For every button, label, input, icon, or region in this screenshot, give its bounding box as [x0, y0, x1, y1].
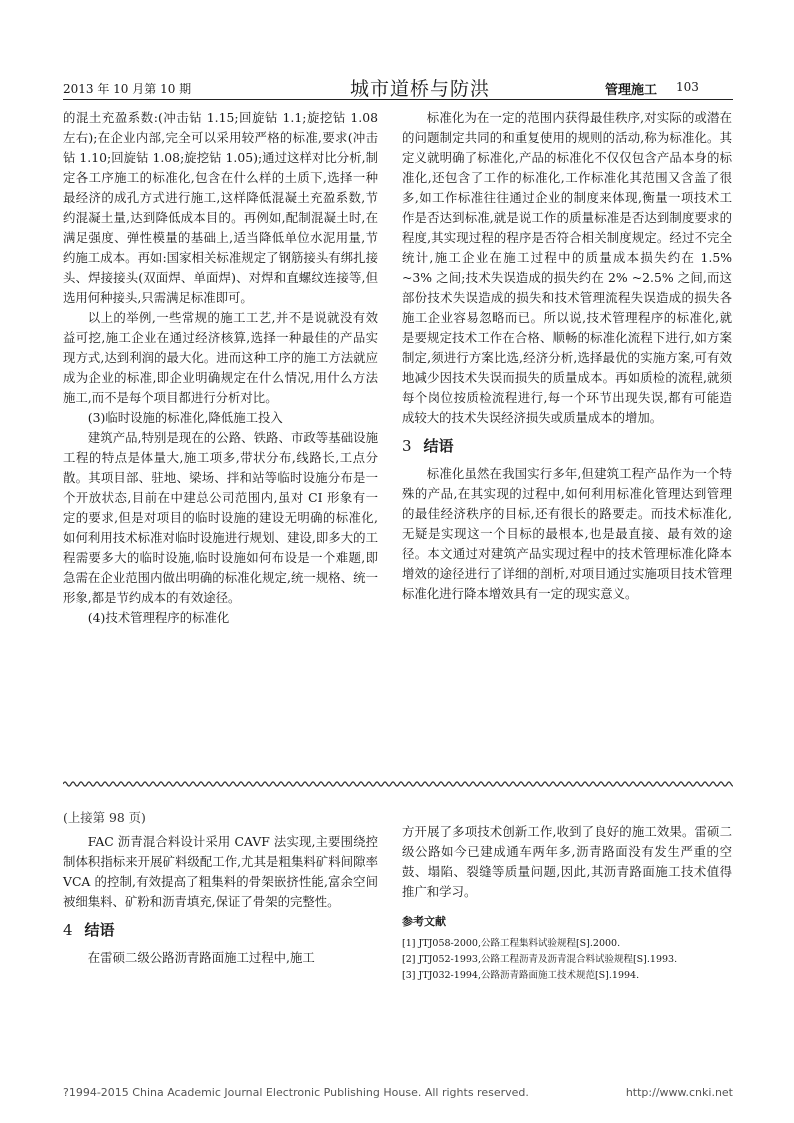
paragraph: 的混土充盈系数:(冲击钻 1.15;回旋钻 1.1;旋挖钻 1.08 左右);在企业内部,完全可以采用较严格的标准,要求(冲击钻 1.10;回旋钻 1.08;旋挖钻 1.05);通过这样对比分析,制定各工序施工的标准化,包含在什么样的土质下,选择一种最经济的成孔方式进行施工,这样降低混凝土充盈系数,节约混凝土量,达到降低成本目的。再例如,配制混凝土时,在满足强度、弹性模量的基础上,适当降低单位水泥用量,节约施工成本。再如:国家相关标准规定了钢筋接头有绑扎接头、焊接接头(双面焊、单面焊)、对焊和直螺纹连接等,但选用何种接头,只需满足标准即可。 [63, 110, 378, 305]
section-title: 结语 [84, 921, 115, 939]
subheading: (3)临时设施的标准化,降低施工投入 [87, 410, 283, 425]
cnki-link[interactable]: http://www.cnki.net [625, 1086, 733, 1099]
continued-label: (上接第 98 页) [63, 810, 146, 825]
right-column [402, 108, 732, 604]
paragraph: 以上的举例,一些常规的施工工艺,并不是说就没有效益可挖,施工企业在通过经济核算,选择一种最佳的产品实现方式,达到利润的最大化。进而这种工序的施工方法就应成为企业的标准,即企业明确规定在什么情况,用什么方法施工,而不是每个项目都进行分析对比。 [63, 310, 378, 405]
copyright-footer [63, 1086, 733, 1099]
section-name: 管理施工 [605, 83, 658, 98]
section-heading [402, 436, 732, 456]
continued-left-column [63, 808, 378, 968]
references-title: 参考文献 [402, 915, 446, 928]
section-number: 3 [402, 437, 412, 455]
section-number: 4 [63, 921, 73, 939]
continued-right-column [402, 822, 732, 984]
issue-date: 2013 年 10 月第 10 期 [63, 82, 192, 96]
journal-title: 城市道桥与防洪 [350, 78, 491, 100]
left-column [63, 108, 378, 628]
section-title: 结语 [423, 437, 454, 455]
paragraph: 方开展了多项技术创新工作,收到了良好的施工效果。雷硕二级公路如今已建成通车两年多,沥青路面没有发生严重的空鼓、塌陷、裂缝等质量问题,因此,其沥青路面施工技术值得推广和学习。 [402, 824, 732, 899]
reference-item: [1] JTJ058-2000,公路工程集料试验规程[S].2000. [402, 938, 621, 949]
paragraph: 标准化虽然在我国实行多年,但建筑工程产品作为一个特殊的产品,在其实现的过程中,如何利用标准化管理达到管理的最佳经济秩序的目标,还有很长的路要走。而技术标准化,无疑是实现这一个目标的最根本,也是最直接、最有效的途径。本文通过对建筑产品实现过程中的技术管理标准化降本增效的途径进行了详细的剖析,对项目通过实施项目技术管理标准化进行降本增效具有一定的现实意义。 [402, 466, 732, 601]
paragraph: FAC 沥青混合料设计采用 CAVF 法实现,主要围绕控制体积指标来开展矿料级配工作,尤其是粗集料矿料间隙率 VCA 的控制,有效提高了粗集料的骨架嵌挤性能,富余空间被细集料、矿粉和沥青填充,保证了骨架的完整性。 [63, 834, 378, 909]
paragraph: 在雷硕二级公路沥青路面施工过程中,施工 [87, 950, 315, 965]
subheading: (4)技术管理程序的标准化 [87, 610, 230, 625]
paragraph: 建筑产品,特别是现在的公路、铁路、市政等基础设施工程的特点是体量大,施工项多,带状分布,线路长,工点分散。其项目部、驻地、梁场、拌和站等临时设施分布是一个开放状态,目前在中建总公司范围内,虽对 CI 形象有一定的要求,但是对项目的临时设施的建设无明确的标准化,如何利用技术标准对临时设施进行规划、建设,即多大的工程需要多大的临时设施,临时设施如何布设是一个难题,即急需在企业范围内做出明确的标准化规定,统一规格、统一形象,都是节约成本的有效途径。 [63, 430, 378, 605]
reference-item: [2] JTJ052-1993,公路工程沥青及沥青混合料试验规程[S].1993. [402, 954, 678, 965]
section-heading [63, 920, 378, 940]
reference-item: [3] JTJ032-1994,公路沥青路面施工技术规范[S].1994. [402, 970, 640, 981]
page-number: 103 [676, 80, 699, 94]
copyright-text: ?1994-2015 China Academic Journal Electronic Publishing House. All rights reserved. [63, 1086, 529, 1099]
paragraph: 标准化为在一定的范围内获得最佳秩序,对实际的或潜在的问题制定共同的和重复使用的规则的活动,称为标准化。其定义就明确了标准化,产品的标准化不仅仅包含产品本身的标准化,还包含了工作的标准化,工作标准化其范围又含盖了很多,如工作标准往往通过企业的制度来体现,衡量一项技术工作是否达到标准,就是说工作的质量标准是否达到制度要求的程度,其实现过程的程序是否符合相关制度规定。经过不完全统计,施工企业在施工过程中的质量成本损失约在 1.5% ~3% 之间;技术失误造成的损失约在 2% ~2.5% 之间,而这部份技术失误造成的损失和技术管理流程失误造成的损失各施工企业容易忽略而已。所以说,技术管理程序的标准化,就是要规定技术工作在合格、顺畅的标准化流程下进行,如方案制定,须进行方案比选,经济分析,选择最优的实施方案,可有效地减少因技术失误而损失的质量成本。再如质检的流程,就须每个岗位按质检流程进行,每一个环节出现失误,都有可能造成较大的技术失误经济损失或质量成本的增加。 [402, 110, 732, 425]
wavy-divider [63, 780, 733, 788]
header-rule [63, 99, 733, 100]
